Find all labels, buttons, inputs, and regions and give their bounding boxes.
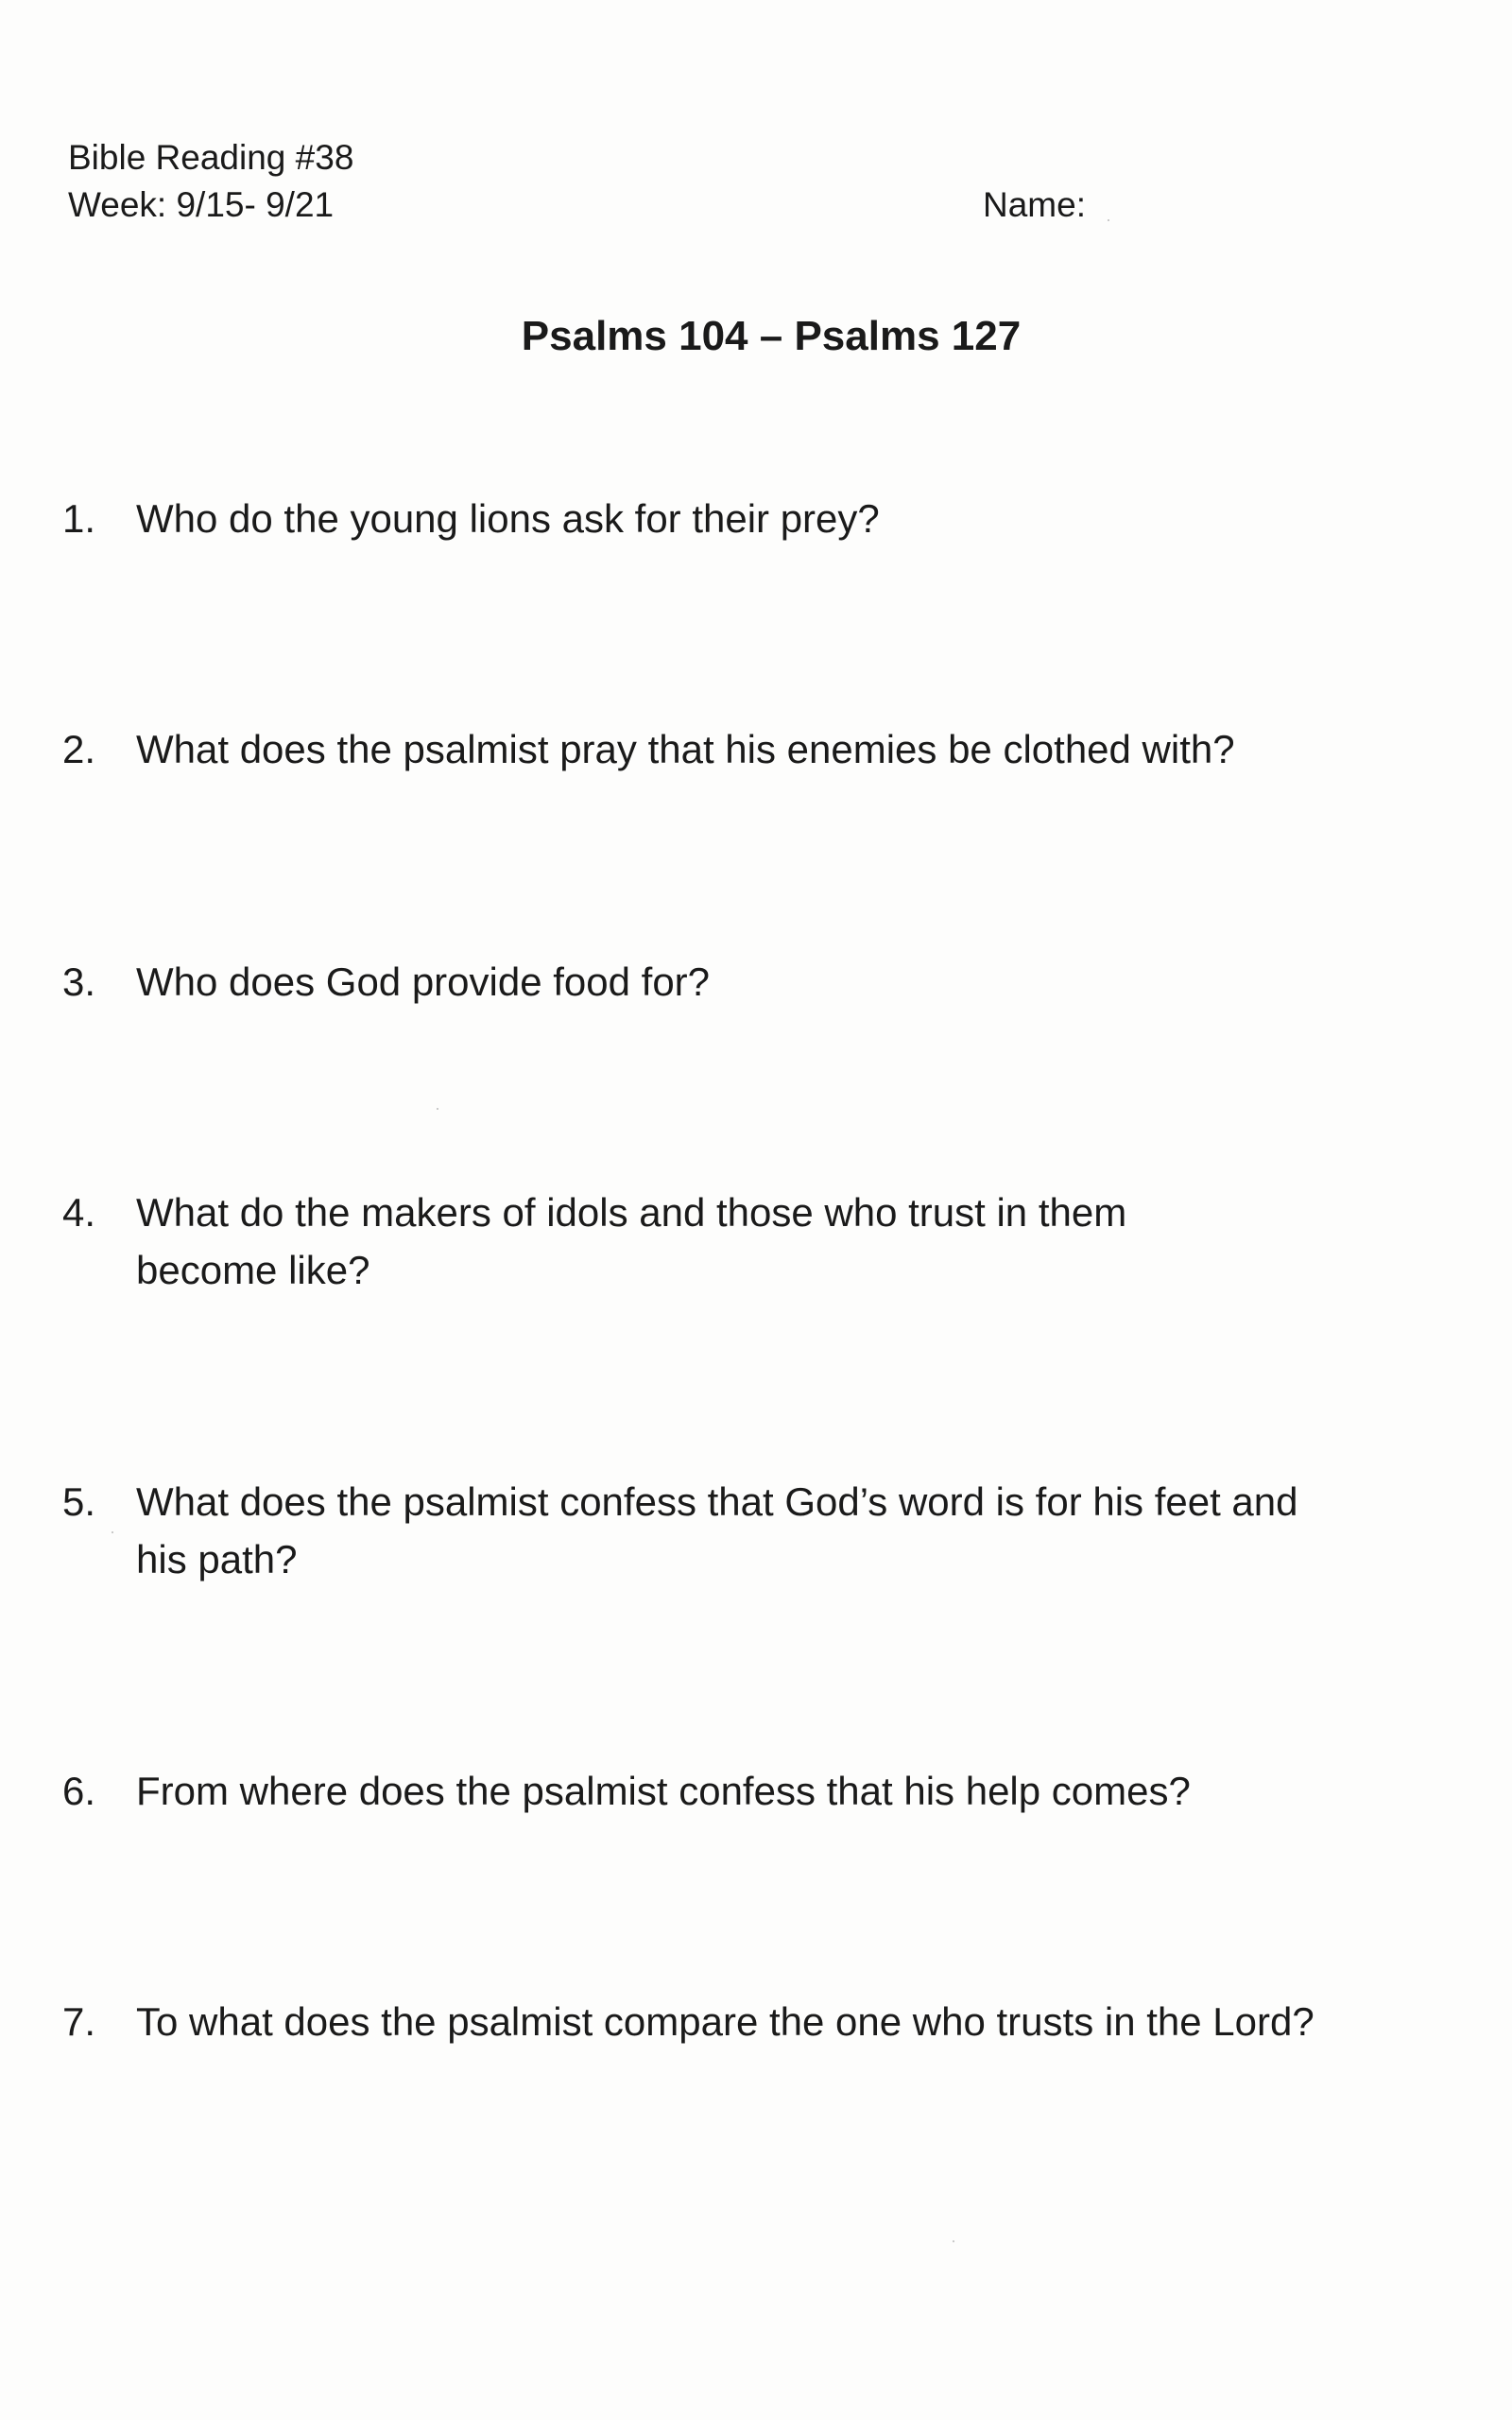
question-item <box>62 1762 1385 1820</box>
week-range: Week: 9/15- 9/21 <box>68 185 335 224</box>
question-item <box>62 1184 1385 1299</box>
question-number: 5. <box>62 1479 96 1524</box>
question-number: 4. <box>62 1190 96 1235</box>
question-number: 7. <box>62 1999 96 2044</box>
question-text: What does the psalmist confess that God’s word is for his feet and his path? <box>136 1479 1298 1582</box>
question-text: What do the makers of idols and those who trust in them become like? <box>136 1190 1127 1292</box>
question-number: 6. <box>62 1769 96 1813</box>
reading-number: Bible Reading #38 <box>68 138 354 177</box>
question-text: To what does the psalmist compare the one who trusts in the Lord? <box>136 1999 1314 2044</box>
question-number: 3. <box>62 959 96 1004</box>
scan-speck <box>1108 219 1109 221</box>
question-item <box>62 1473 1385 1588</box>
scan-speck <box>112 1531 113 1533</box>
question-item <box>62 953 1385 1011</box>
scan-speck <box>437 1108 438 1110</box>
question-text: From where does the psalmist confess that his help comes? <box>136 1769 1191 1813</box>
page-title: Psalms 104 – Psalms 127 <box>521 313 1022 359</box>
question-item <box>62 490 1385 547</box>
name-label: Name: <box>983 185 1086 224</box>
question-text: Who does God provide food for? <box>136 959 711 1004</box>
question-item <box>62 720 1385 778</box>
header-info <box>68 134 353 229</box>
question-number: 1. <box>62 496 96 541</box>
question-text: Who do the young lions ask for their prey? <box>136 496 880 541</box>
scan-speck <box>953 2240 954 2242</box>
question-item <box>62 1993 1385 2050</box>
question-text: What does the psalmist pray that his enemies be clothed with? <box>136 727 1235 771</box>
question-number: 2. <box>62 727 96 771</box>
